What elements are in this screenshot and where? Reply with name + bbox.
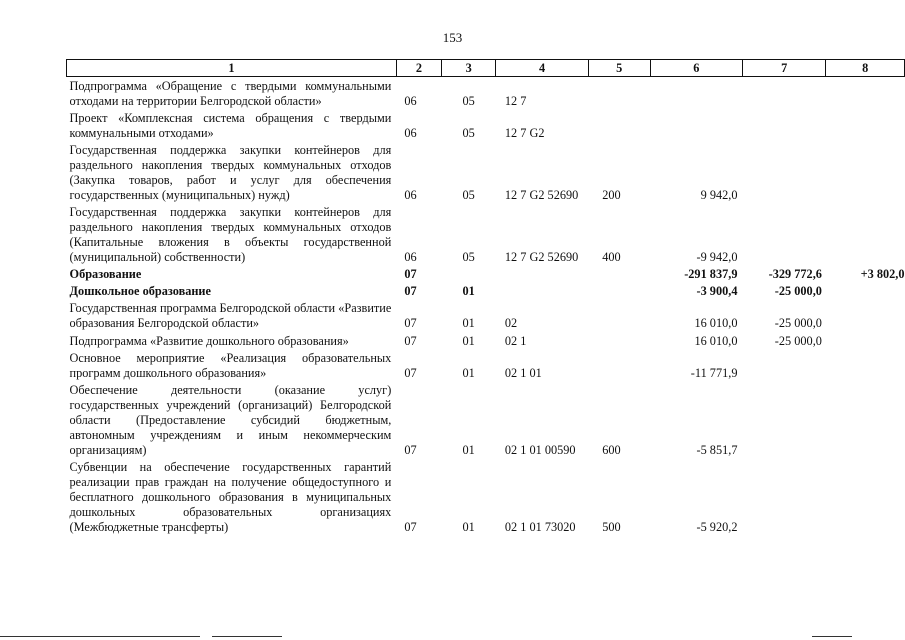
amount-col-7: -25 000,0 bbox=[774, 284, 822, 298]
target-article-code: 02 1 01 bbox=[504, 366, 542, 380]
column-header-7: 7 bbox=[742, 60, 825, 77]
item-name: Обеспечение деятельности (оказание услуг) государственных учреждений (организаций) Белгородской области (Предоставление субсидий бюджетным, автономным учреждениям и иным некоммерческим организациям) bbox=[69, 383, 392, 457]
column-header-6: 6 bbox=[650, 60, 742, 77]
expense-type-code bbox=[588, 349, 650, 381]
amount-col-6 bbox=[650, 109, 742, 141]
section-code: 07 bbox=[404, 366, 417, 380]
subsection-code: 01 bbox=[462, 366, 475, 380]
amount-col-6: 9 942,0 bbox=[700, 188, 738, 202]
section-code: 06 bbox=[404, 188, 417, 202]
amount-col-8 bbox=[826, 109, 905, 141]
subsection-code: 01 bbox=[462, 443, 475, 457]
table-row bbox=[67, 381, 905, 458]
amount-col-8 bbox=[826, 282, 905, 299]
amount-col-8: +3 802,0 bbox=[860, 267, 905, 281]
expense-type-code: 500 bbox=[602, 520, 621, 534]
expense-type-code bbox=[588, 109, 650, 141]
amount-col-6: -9 942,0 bbox=[696, 250, 738, 264]
amount-col-6: -5 920,2 bbox=[696, 520, 738, 534]
table-row bbox=[67, 349, 905, 381]
amount-col-7 bbox=[742, 458, 825, 535]
section-code: 07 bbox=[404, 334, 417, 348]
table-header bbox=[67, 60, 905, 77]
amount-col-7 bbox=[742, 203, 825, 265]
expense-type-code bbox=[588, 265, 650, 282]
section-code: 07 bbox=[404, 520, 417, 534]
section-code: 06 bbox=[404, 250, 417, 264]
item-name: Дошкольное образование bbox=[69, 284, 211, 298]
expense-type-code: 600 bbox=[602, 443, 621, 457]
section-code: 07 bbox=[404, 316, 417, 330]
table-row bbox=[67, 331, 905, 349]
column-header-5: 5 bbox=[588, 60, 650, 77]
amount-col-7 bbox=[742, 381, 825, 458]
section-code: 07 bbox=[404, 267, 417, 281]
amount-col-6: 16 010,0 bbox=[694, 334, 738, 348]
amount-col-7: -329 772,6 bbox=[768, 267, 822, 281]
table-row bbox=[67, 77, 905, 110]
amount-col-8 bbox=[826, 349, 905, 381]
footer-rule-right bbox=[812, 636, 852, 637]
subsection-code: 05 bbox=[462, 126, 475, 140]
target-article-code: 02 1 bbox=[504, 334, 527, 348]
target-article-code: 12 7 G2 bbox=[504, 126, 545, 140]
expense-type-code bbox=[588, 299, 650, 331]
column-header-3: 3 bbox=[442, 60, 496, 77]
amount-col-6: -291 837,9 bbox=[684, 267, 738, 281]
subsection-code: 01 bbox=[462, 316, 475, 330]
item-name: Образование bbox=[69, 267, 142, 281]
target-article-code: 02 bbox=[504, 316, 518, 330]
amount-col-8 bbox=[826, 141, 905, 203]
amount-col-8 bbox=[826, 458, 905, 535]
subsection-code: 01 bbox=[462, 334, 475, 348]
table-body bbox=[67, 77, 905, 536]
target-article-code: 02 1 01 73020 bbox=[504, 520, 576, 534]
amount-col-6 bbox=[650, 77, 742, 110]
table-row bbox=[67, 458, 905, 535]
section-code: 06 bbox=[404, 126, 417, 140]
amount-col-7 bbox=[742, 349, 825, 381]
target-article-code bbox=[496, 282, 588, 299]
column-header-8: 8 bbox=[826, 60, 905, 77]
expense-type-code: 400 bbox=[602, 250, 621, 264]
subsection-code: 01 bbox=[462, 520, 475, 534]
subsection-code: 05 bbox=[462, 94, 475, 108]
column-header-1: 1 bbox=[67, 60, 397, 77]
footer-rule-middle bbox=[212, 636, 282, 637]
table-row bbox=[67, 299, 905, 331]
amount-col-6: 16 010,0 bbox=[694, 316, 738, 330]
amount-col-7 bbox=[742, 109, 825, 141]
expense-type-code bbox=[588, 77, 650, 110]
target-article-code: 12 7 bbox=[504, 94, 527, 108]
item-name: Государственная программа Белгородской области «Развитие образования Белгородской области» bbox=[69, 301, 392, 330]
amount-col-8 bbox=[826, 299, 905, 331]
amount-col-6: -5 851,7 bbox=[696, 443, 738, 457]
column-header-4: 4 bbox=[496, 60, 588, 77]
amount-col-6: -3 900,4 bbox=[696, 284, 738, 298]
amount-col-7: -25 000,0 bbox=[774, 316, 822, 330]
target-article-code: 12 7 G2 52690 bbox=[504, 250, 579, 264]
target-article-code bbox=[496, 265, 588, 282]
item-name: Основное мероприятие «Реализация образовательных программ дошкольного образования» bbox=[69, 351, 392, 380]
section-code: 06 bbox=[404, 94, 417, 108]
column-header-2: 2 bbox=[396, 60, 441, 77]
target-article-code: 02 1 01 00590 bbox=[504, 443, 576, 457]
amount-col-8 bbox=[826, 381, 905, 458]
budget-table bbox=[66, 59, 905, 535]
item-name: Субвенции на обеспечение государственных гарантий реализации прав граждан на получение общедоступного и бесплатного дошкольного образования в муниципальных дошкольных образовательных организациях (Межбюджетные трансферты) bbox=[69, 460, 392, 534]
subsection-code: 05 bbox=[462, 188, 475, 202]
amount-col-8 bbox=[826, 331, 905, 349]
item-name: Проект «Комплексная система обращения с твердыми коммунальными отходами» bbox=[69, 111, 392, 140]
amount-col-7 bbox=[742, 77, 825, 110]
item-name: Подпрограмма «Развитие дошкольного образования» bbox=[69, 334, 349, 348]
subsection-code: 05 bbox=[462, 250, 475, 264]
table-row bbox=[67, 109, 905, 141]
table-row bbox=[67, 141, 905, 203]
subsection-code: 01 bbox=[462, 284, 475, 298]
header-row bbox=[67, 60, 905, 77]
amount-col-8 bbox=[826, 77, 905, 110]
amount-col-7: -25 000,0 bbox=[774, 334, 822, 348]
page-number: 153 bbox=[442, 30, 463, 45]
item-name: Государственная поддержка закупки контейнеров для раздельного накопления твердых коммунальных отходов (Капитальные вложения в объекты государственной (муниципальной) собственности) bbox=[69, 205, 392, 264]
table-row bbox=[67, 282, 905, 299]
table-row bbox=[67, 265, 905, 282]
amount-col-7 bbox=[742, 141, 825, 203]
amount-col-6: -11 771,9 bbox=[690, 366, 738, 380]
expense-type-code bbox=[588, 331, 650, 349]
section-code: 07 bbox=[404, 284, 417, 298]
expense-type-code bbox=[588, 282, 650, 299]
table-row bbox=[67, 203, 905, 265]
subsection-code bbox=[442, 265, 496, 282]
target-article-code: 12 7 G2 52690 bbox=[504, 188, 579, 202]
item-name: Государственная поддержка закупки контейнеров для раздельного накопления твердых коммунальных отходов (Закупка товаров, работ и услуг для обеспечения государственных (муниципальных) нужд) bbox=[69, 143, 392, 202]
item-name: Подпрограмма «Обращение с твердыми коммунальными отходами на территории Белгородской области» bbox=[69, 79, 392, 108]
expense-type-code: 200 bbox=[602, 188, 621, 202]
amount-col-8 bbox=[826, 203, 905, 265]
section-code: 07 bbox=[404, 443, 417, 457]
footer-rule-left bbox=[0, 636, 200, 637]
